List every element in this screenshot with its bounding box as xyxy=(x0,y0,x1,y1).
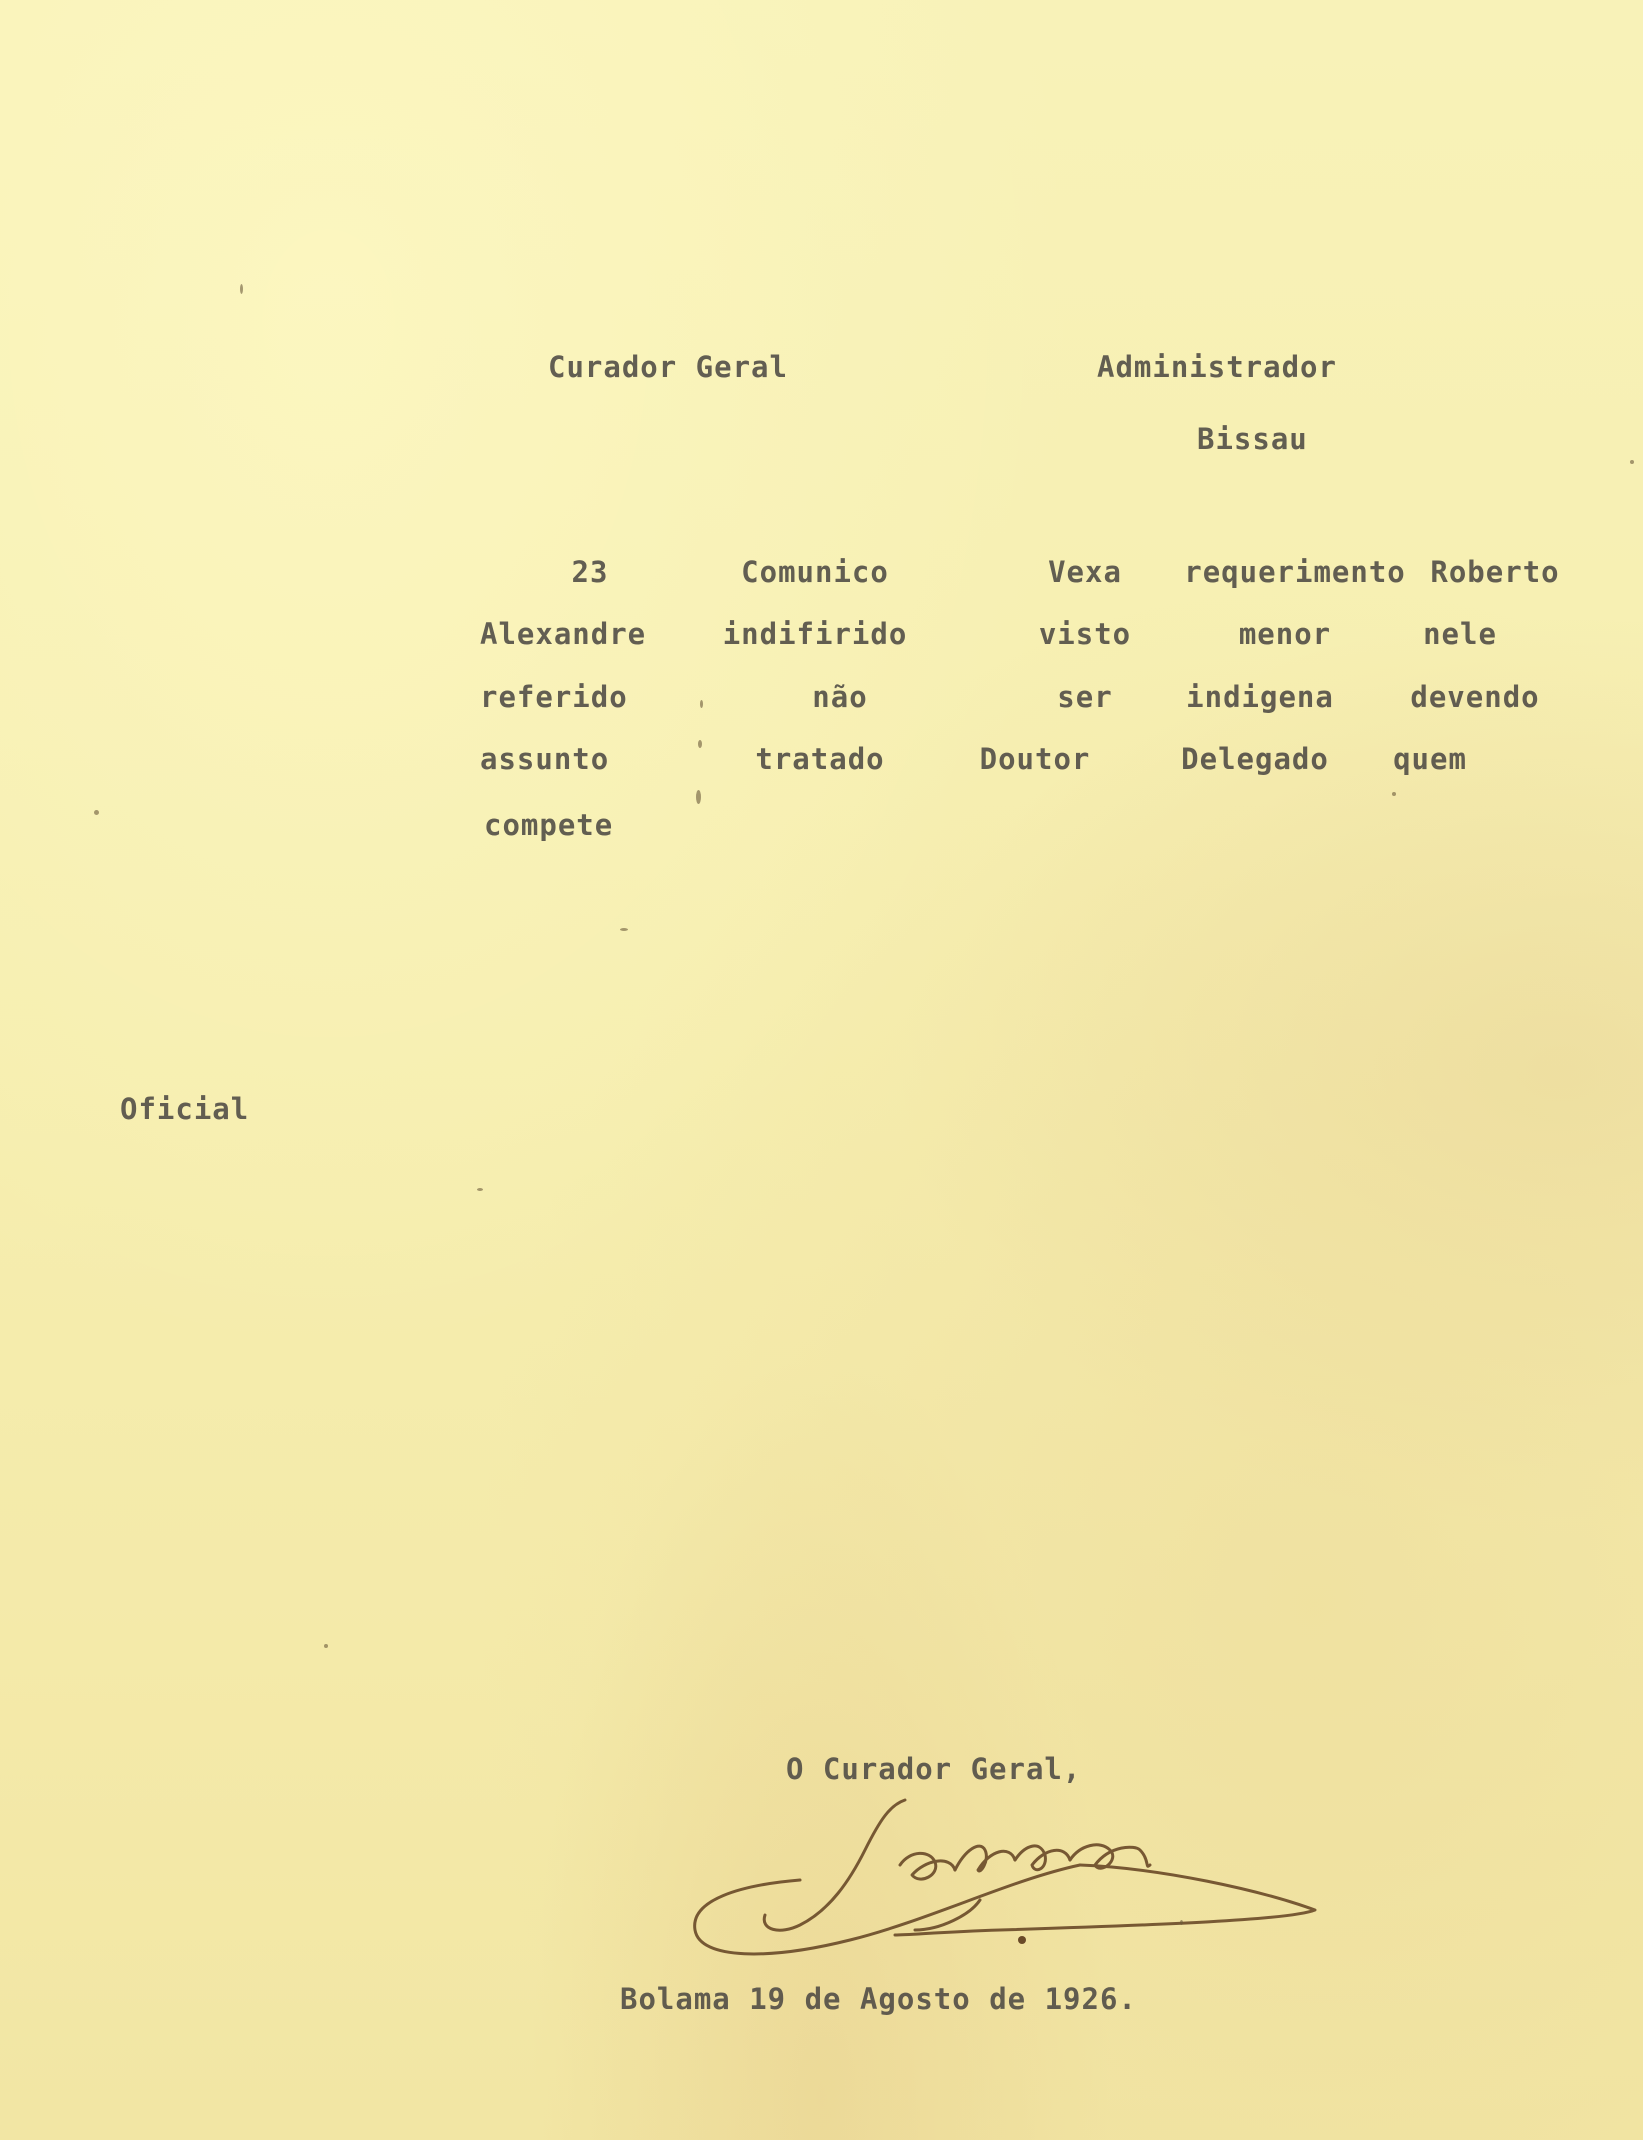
message-word: nele xyxy=(1423,617,1497,651)
paper-speck xyxy=(240,284,243,294)
message-word: quem xyxy=(1393,742,1467,776)
paper-speck xyxy=(1630,460,1634,464)
paper-speck xyxy=(698,740,702,748)
recipient-label: Administrador xyxy=(1097,350,1337,384)
signoff-text: O Curador Geral, xyxy=(786,1752,1082,1786)
message-word: visto xyxy=(1038,617,1132,651)
message-word: Comunico xyxy=(741,555,889,589)
message-word: indifirido xyxy=(722,617,908,651)
sender-label: Curador Geral xyxy=(548,350,788,384)
paper-speck xyxy=(477,1188,483,1191)
paper-speck xyxy=(620,928,628,931)
place-date: Bolama 19 de Agosto de 1926. xyxy=(620,1982,1137,2016)
message-word: Delegado xyxy=(1181,742,1329,776)
signature xyxy=(680,1790,1330,1970)
message-word: assunto xyxy=(480,742,610,776)
paper-speck xyxy=(1392,792,1396,796)
message-word: Roberto xyxy=(1430,555,1560,589)
classification-label: Oficial xyxy=(120,1092,250,1126)
message-word: Doutor xyxy=(979,742,1091,776)
paper-speck xyxy=(1180,1920,1183,1925)
paper-speck xyxy=(94,810,99,815)
message-word: menor xyxy=(1238,617,1332,651)
message-word: devendo xyxy=(1410,680,1540,714)
paper-speck xyxy=(700,700,703,708)
message-word: ser xyxy=(1057,680,1113,714)
message-word: Alexandre xyxy=(480,617,647,651)
message-word: referido xyxy=(480,680,628,714)
paper-speck xyxy=(696,790,701,804)
paper-speck xyxy=(324,1644,328,1648)
message-word: não xyxy=(812,680,868,714)
recipient-location: Bissau xyxy=(1197,422,1308,456)
message-word: tratado xyxy=(755,742,885,776)
message-word: indigena xyxy=(1186,680,1334,714)
message-word: Vexa xyxy=(1048,555,1122,589)
message-word: 23 xyxy=(571,555,609,589)
message-word: requerimento xyxy=(1184,555,1406,589)
message-word: compete xyxy=(484,808,614,842)
